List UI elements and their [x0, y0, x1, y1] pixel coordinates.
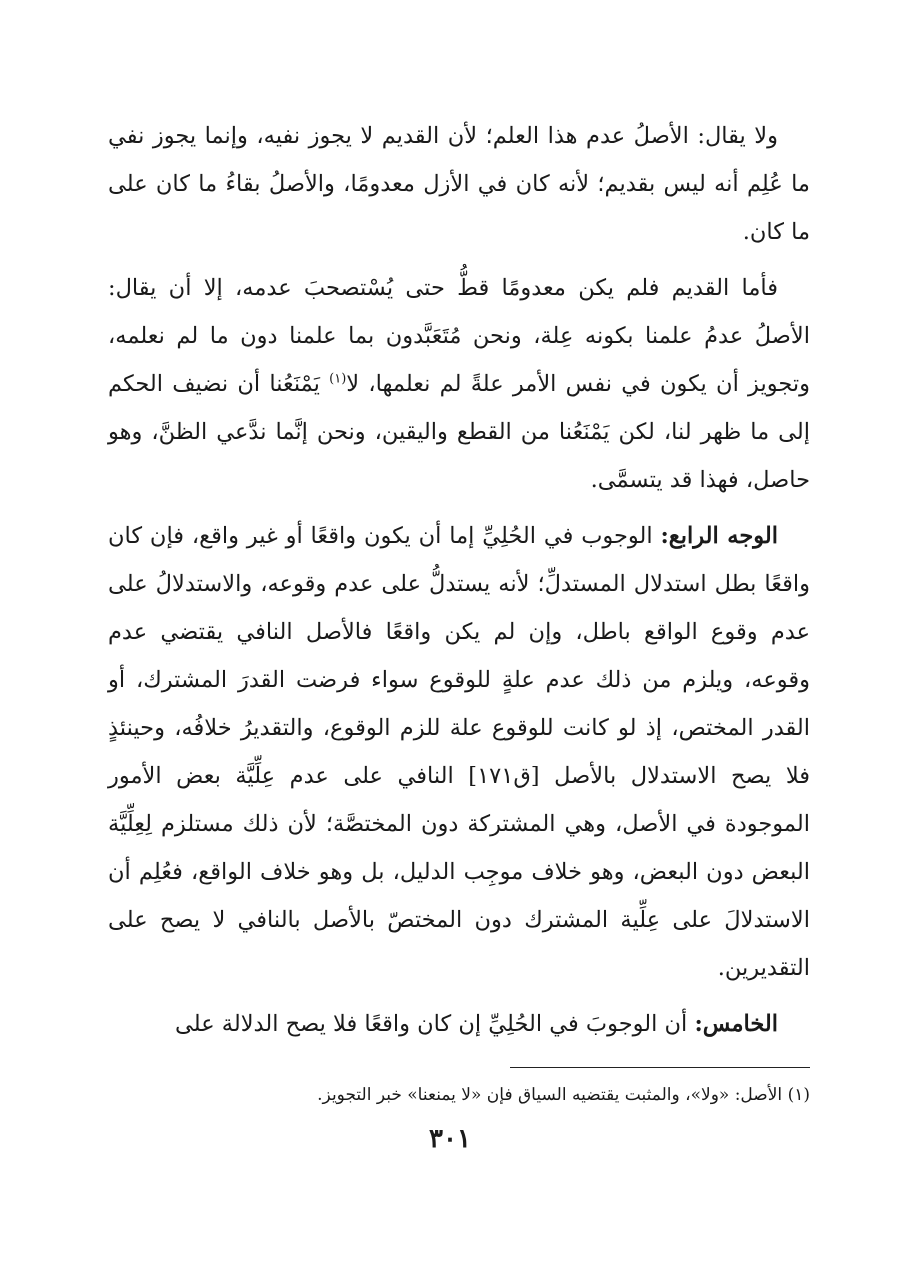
paragraph-2 [108, 264, 810, 504]
paragraph-4 [108, 1000, 810, 1048]
section-heading-fourth: الوجه الرابع: [660, 523, 778, 549]
footnote [108, 1080, 810, 1110]
paragraph-3 [108, 512, 810, 992]
paragraph-1 [108, 112, 810, 256]
page-number: ٣٠١ [429, 1124, 471, 1154]
footnote-text: الأصل: «ولا»، والمثبت يقتضيه السياق فإن «لا يمنعنا» خبر التجويز. [317, 1085, 783, 1105]
paragraph-2-text-after-note: يَمْنَعُنا أن نضيف الحكم إلى ما ظهر لنا، لكن يَمْنَعُنا من القطع واليقين، ونحن إنَّما ندَّعي الظنَّ، وهو حاصل، فهذا قد يتسمَّى. [108, 371, 810, 493]
paragraph-1-text: ولا يقال: الأصلُ عدم هذا العلم؛ لأن القديم لا يجوز نفيه، وإنما يجوز نفي ما عُلِم أنه ليس بقديم؛ لأنه كان في الأزل معدومًا، والأصلُ بقاءُ ما كان على ما كان. [108, 123, 810, 245]
paragraph-3-text: الوجوب في الحُلِيِّ إما أن يكون واقعًا أو غير واقع، فإن كان واقعًا بطل استدلال المستدلِّ؛ لأنه يستدلُّ على عدم وقوعه، والاستدلالُ على عدم وقوع الواقع باطل، وإن لم يكن واقعًا فالأصل النافي يقتضي عدم وقوعه، ويلزم من ذلك عدم علةٍ للوقوع سواء فرضت القدرَ المشترك، أو القدر المختص، إذ لو كانت للوقوع علة للزم الوقوع، والتقديرُ خلافُه، وحينئذٍ فلا يصح الاستدلال بالأصل [ق١٧١] النافي على عدم عِلِّيَّة بعض الأمور الموجودة في الأصل، وهي المشتركة دون المختصَّة؛ لأن ذلك مستلزم لِعِلِّيَّة البعض دون البعض، وهو خلاف موجِب الدليل، بل وهو خلاف الواقع، فعُلِم أن الاستدلالَ على عِلِّية المشترك دون المختصّ بالأصل بالنافي لا يصح على التقديرين. [108, 523, 811, 981]
footnote-number: (١) [787, 1085, 810, 1105]
section-heading-fifth: الخامس: [694, 1011, 778, 1037]
footnote-divider [510, 1067, 810, 1068]
main-text [108, 112, 810, 1056]
paragraph-4-text: أن الوجوبَ في الحُلِيِّ إن كان واقعًا فلا يصح الدلالة على [175, 1011, 695, 1037]
footnote-reference[interactable]: (١) [329, 371, 347, 387]
paragraph-2-text-before-note: فأما القديم فلم يكن معدومًا قطُّ حتى يُسْتصحبَ عدمه، إلا أن يقال: الأصلُ عدمُ علمنا بكونه عِلة، ونحن مُتَعَبَّدون بما علمنا دون ما لم نعلمه، وتجويز أن يكون في نفس الأمر علةً لم نعلمها، لا [108, 275, 811, 397]
